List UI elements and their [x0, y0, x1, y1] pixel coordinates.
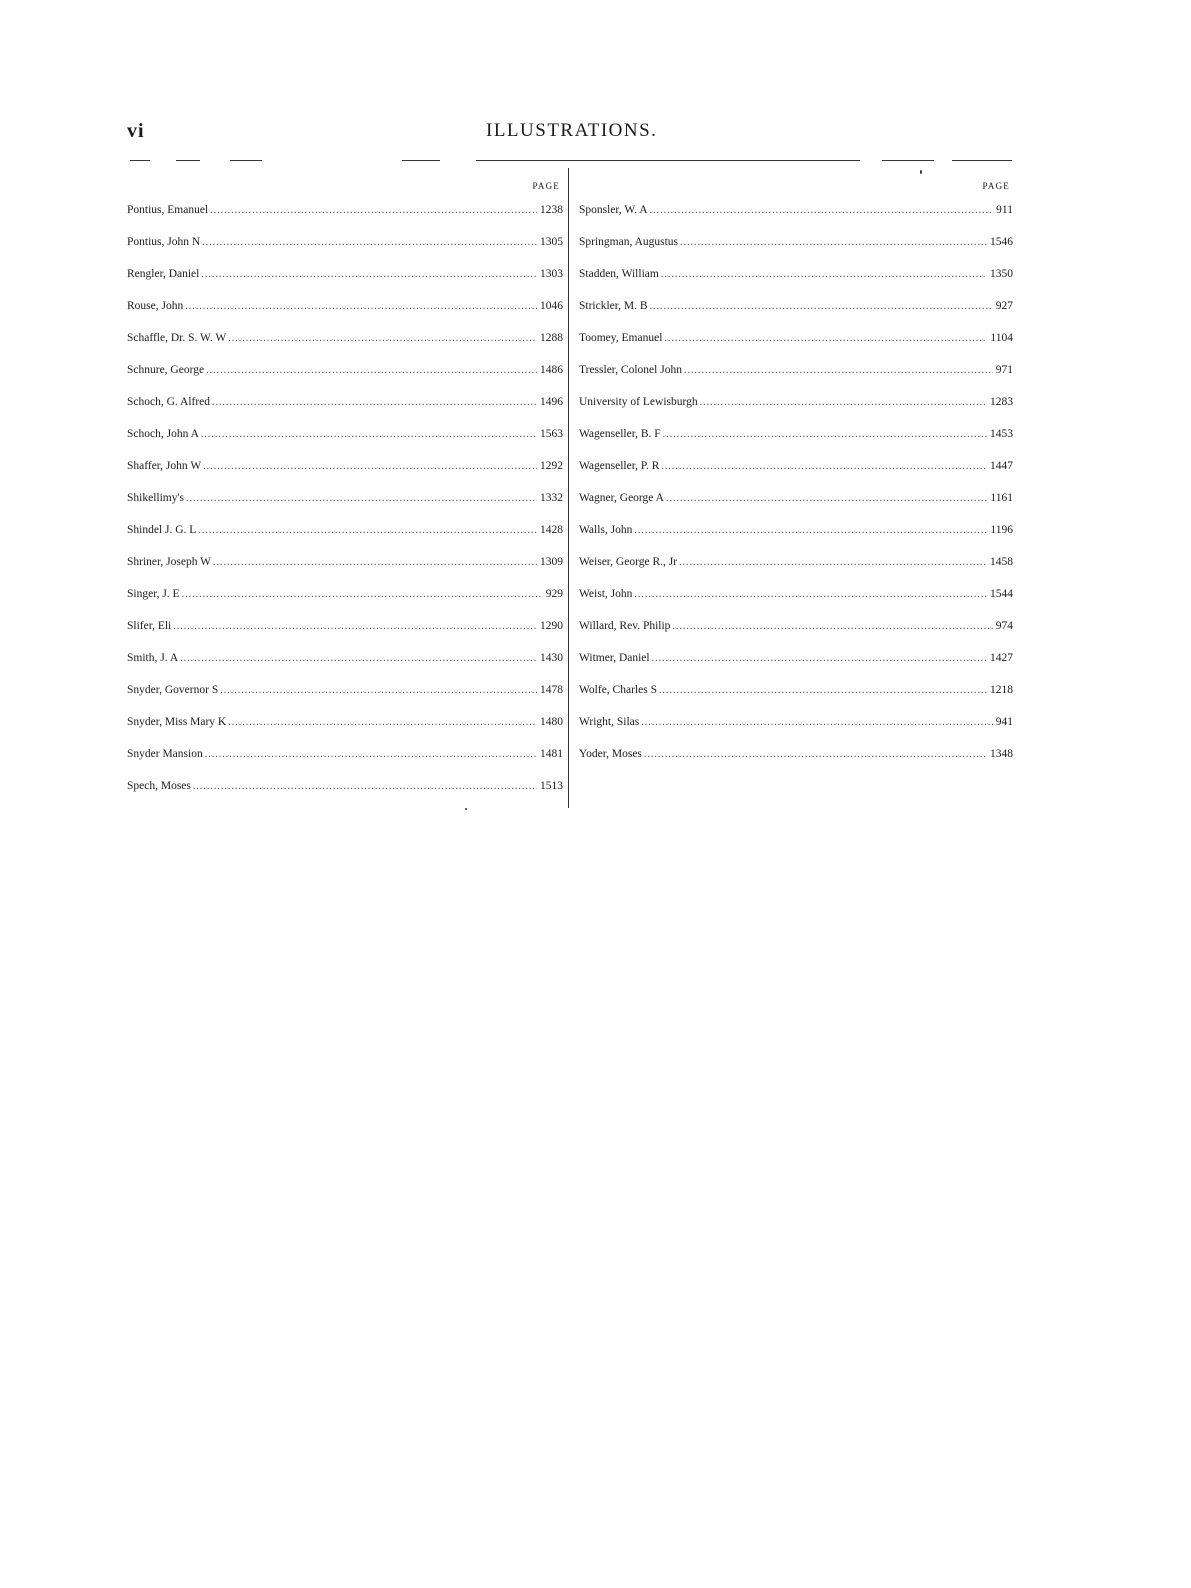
- index-entry: [127, 642, 563, 674]
- dot-leader: [228, 707, 537, 739]
- entry-name: Shindel J. G. L: [127, 524, 197, 536]
- index-column-left: [127, 178, 563, 802]
- dot-leader: [182, 579, 543, 611]
- entry-name: Wagner, George A: [579, 492, 664, 504]
- index-entry: [579, 290, 1013, 322]
- entry-name: Rouse, John: [127, 300, 184, 312]
- entry-name: Sponsler, W. A: [579, 204, 648, 216]
- dot-leader: [641, 707, 993, 739]
- dot-leader: [650, 291, 993, 323]
- index-entry: [579, 258, 1013, 290]
- entry-name: Slifer, Eli: [127, 620, 172, 632]
- entry-page-number: 1447: [990, 460, 1013, 472]
- page-column-label: PAGE: [982, 181, 1010, 191]
- index-entry: [579, 578, 1013, 610]
- dot-leader: [212, 387, 537, 419]
- index-entry: [579, 642, 1013, 674]
- index-entry: [579, 386, 1013, 418]
- entry-page-number: 911: [996, 204, 1013, 216]
- entry-page-number: 941: [995, 716, 1013, 728]
- entry-page-number: 927: [995, 300, 1013, 312]
- entry-page-number: 1486: [540, 364, 563, 376]
- entry-page-number: 1303: [540, 268, 563, 280]
- rule-break: [440, 157, 476, 163]
- dot-leader: [650, 195, 994, 227]
- entry-name: Pontius, Emanuel: [127, 204, 209, 216]
- dot-leader: [173, 611, 537, 643]
- index-entry: [127, 354, 563, 386]
- entry-page-number: 1348: [990, 748, 1013, 760]
- entry-name: Schoch, G. Alfred: [127, 396, 211, 408]
- entry-name: Snyder, Miss Mary K: [127, 716, 227, 728]
- index-entry: [127, 450, 563, 482]
- entry-page-number: 1478: [540, 684, 563, 696]
- entry-name: Willard, Rev. Philip: [579, 620, 671, 632]
- entry-page-number: 1288: [540, 332, 563, 344]
- entry-page-number: 1427: [990, 652, 1013, 664]
- index-entry: [127, 226, 563, 258]
- entry-name: University of Lewisburgh: [579, 396, 698, 408]
- entry-name: Tressler, Colonel John: [579, 364, 682, 376]
- entry-page-number: 1046: [540, 300, 563, 312]
- dot-leader: [663, 419, 987, 451]
- index-entry: [579, 194, 1013, 226]
- dot-leader: [679, 547, 987, 579]
- entry-page-number: 1496: [540, 396, 563, 408]
- column-divider: [568, 168, 569, 808]
- rule-break: [860, 157, 882, 163]
- index-entry: [127, 290, 563, 322]
- index-entry: [127, 578, 563, 610]
- rule-break: [262, 157, 402, 163]
- index-entry: [579, 610, 1013, 642]
- entry-page-number: 1104: [990, 332, 1013, 344]
- dot-leader: [634, 579, 987, 611]
- entry-page-number: 929: [545, 588, 563, 600]
- index-entry: [579, 514, 1013, 546]
- entry-page-number: 1218: [990, 684, 1013, 696]
- index-entry: [127, 738, 563, 770]
- entry-page-number: 1238: [540, 204, 563, 216]
- entry-name: Spech, Moses: [127, 780, 191, 792]
- index-entry: [127, 386, 563, 418]
- index-entry: [579, 322, 1013, 354]
- index-entry: [579, 738, 1013, 770]
- entry-name: Wolfe, Charles S: [579, 684, 657, 696]
- dot-leader: [202, 227, 537, 259]
- entry-page-number: 1544: [990, 588, 1013, 600]
- index-entry: [127, 322, 563, 354]
- index-entry: [127, 706, 563, 738]
- entry-name: Smith, J. A: [127, 652, 179, 664]
- index-entry: [127, 514, 563, 546]
- dot-leader: [661, 451, 987, 483]
- dot-leader: [228, 323, 537, 355]
- dot-leader: [213, 547, 537, 579]
- entry-page-number: 1309: [540, 556, 563, 568]
- entry-page-number: 1563: [540, 428, 563, 440]
- dot-leader: [672, 611, 992, 643]
- dot-leader: [203, 451, 537, 483]
- entry-page-number: 1458: [990, 556, 1013, 568]
- entry-name: Schnure, George: [127, 364, 205, 376]
- index-entry: [579, 546, 1013, 578]
- dot-leader: [186, 483, 537, 515]
- index-entry: [579, 674, 1013, 706]
- entry-name: Toomey, Emanuel: [579, 332, 663, 344]
- dot-leader: [680, 227, 987, 259]
- index-column-right: [579, 178, 1013, 770]
- index-entry: [579, 706, 1013, 738]
- entry-page-number: 1453: [990, 428, 1013, 440]
- entry-page-number: 1428: [540, 524, 563, 536]
- entry-name: Pontius, John N: [127, 236, 201, 248]
- entry-name: Shaffer, John W: [127, 460, 202, 472]
- entry-page-number: 1480: [540, 716, 563, 728]
- entry-list: [579, 194, 1013, 770]
- entry-name: Shriner, Joseph W: [127, 556, 211, 568]
- entry-page-number: 1196: [990, 524, 1013, 536]
- dot-leader: [661, 259, 987, 291]
- dot-leader: [700, 387, 987, 419]
- index-entry: [127, 674, 563, 706]
- entry-name: Snyder, Governor S: [127, 684, 219, 696]
- entry-name: Schaffle, Dr. S. W. W: [127, 332, 227, 344]
- entry-name: Weist, John: [579, 588, 633, 600]
- entry-page-number: 1292: [540, 460, 563, 472]
- entry-name: Schoch, John A: [127, 428, 199, 440]
- dot-leader: [684, 355, 993, 387]
- page-folio: vi: [127, 120, 145, 142]
- dot-leader: [220, 675, 537, 707]
- entry-name: Weiser, George R., Jr: [579, 556, 678, 568]
- dot-leader: [210, 195, 537, 227]
- dot-leader: [193, 771, 537, 803]
- ink-speck: [465, 808, 467, 810]
- rule-break: [934, 157, 952, 163]
- index-entry: [579, 450, 1013, 482]
- index-entry: [127, 482, 563, 514]
- rule-break: [150, 157, 176, 163]
- entry-name: Witmer, Daniel: [579, 652, 650, 664]
- dot-leader: [201, 419, 537, 451]
- rule-break: [200, 157, 230, 163]
- entry-page-number: 1161: [990, 492, 1013, 504]
- entry-name: Springman, Augustus: [579, 236, 679, 248]
- page-title: ILLUSTRATIONS.: [486, 120, 658, 141]
- entry-page-number: 974: [995, 620, 1013, 632]
- dot-leader: [664, 323, 987, 355]
- dot-leader: [644, 739, 987, 771]
- dot-leader: [652, 643, 987, 675]
- dot-leader: [666, 483, 987, 515]
- entry-name: Singer, J. E: [127, 588, 180, 600]
- index-entry: [127, 194, 563, 226]
- index-entry: [579, 354, 1013, 386]
- entry-name: Stadden, William: [579, 268, 659, 280]
- entry-name: Shikellimy's: [127, 492, 185, 504]
- entry-page-number: 1290: [540, 620, 563, 632]
- entry-name: Wright, Silas: [579, 716, 640, 728]
- entry-page-number: 1332: [540, 492, 563, 504]
- page-column-label: PAGE: [532, 181, 560, 191]
- index-entry: [127, 546, 563, 578]
- index-entry: [579, 418, 1013, 450]
- ink-speck: [920, 170, 922, 174]
- entry-name: Strickler, M. B: [579, 300, 648, 312]
- dot-leader: [180, 643, 537, 675]
- dot-leader: [185, 291, 537, 323]
- entry-page-number: 971: [995, 364, 1013, 376]
- entry-name: Wagenseller, B. F: [579, 428, 661, 440]
- entry-list: [127, 194, 563, 802]
- entry-name: Yoder, Moses: [579, 748, 642, 760]
- entry-name: Snyder Mansion: [127, 748, 203, 760]
- entry-page-number: 1430: [540, 652, 563, 664]
- entry-name: Rengler, Daniel: [127, 268, 200, 280]
- index-entry: [127, 610, 563, 642]
- entry-name: Walls, John: [579, 524, 633, 536]
- entry-page-number: 1546: [990, 236, 1013, 248]
- entry-page-number: 1305: [540, 236, 563, 248]
- dot-leader: [634, 515, 987, 547]
- entry-page-number: 1283: [990, 396, 1013, 408]
- entry-page-number: 1513: [540, 780, 563, 792]
- dot-leader: [205, 739, 537, 771]
- dot-leader: [206, 355, 537, 387]
- index-entry: [127, 258, 563, 290]
- dot-leader: [198, 515, 537, 547]
- dot-leader: [201, 259, 537, 291]
- index-entry: [579, 482, 1013, 514]
- index-entry: [127, 418, 563, 450]
- index-entry: [579, 226, 1013, 258]
- entry-page-number: 1481: [540, 748, 563, 760]
- entry-name: Wagenseller, P. R: [579, 460, 660, 472]
- dot-leader: [659, 675, 987, 707]
- entry-page-number: 1350: [990, 268, 1013, 280]
- index-entry: [127, 770, 563, 802]
